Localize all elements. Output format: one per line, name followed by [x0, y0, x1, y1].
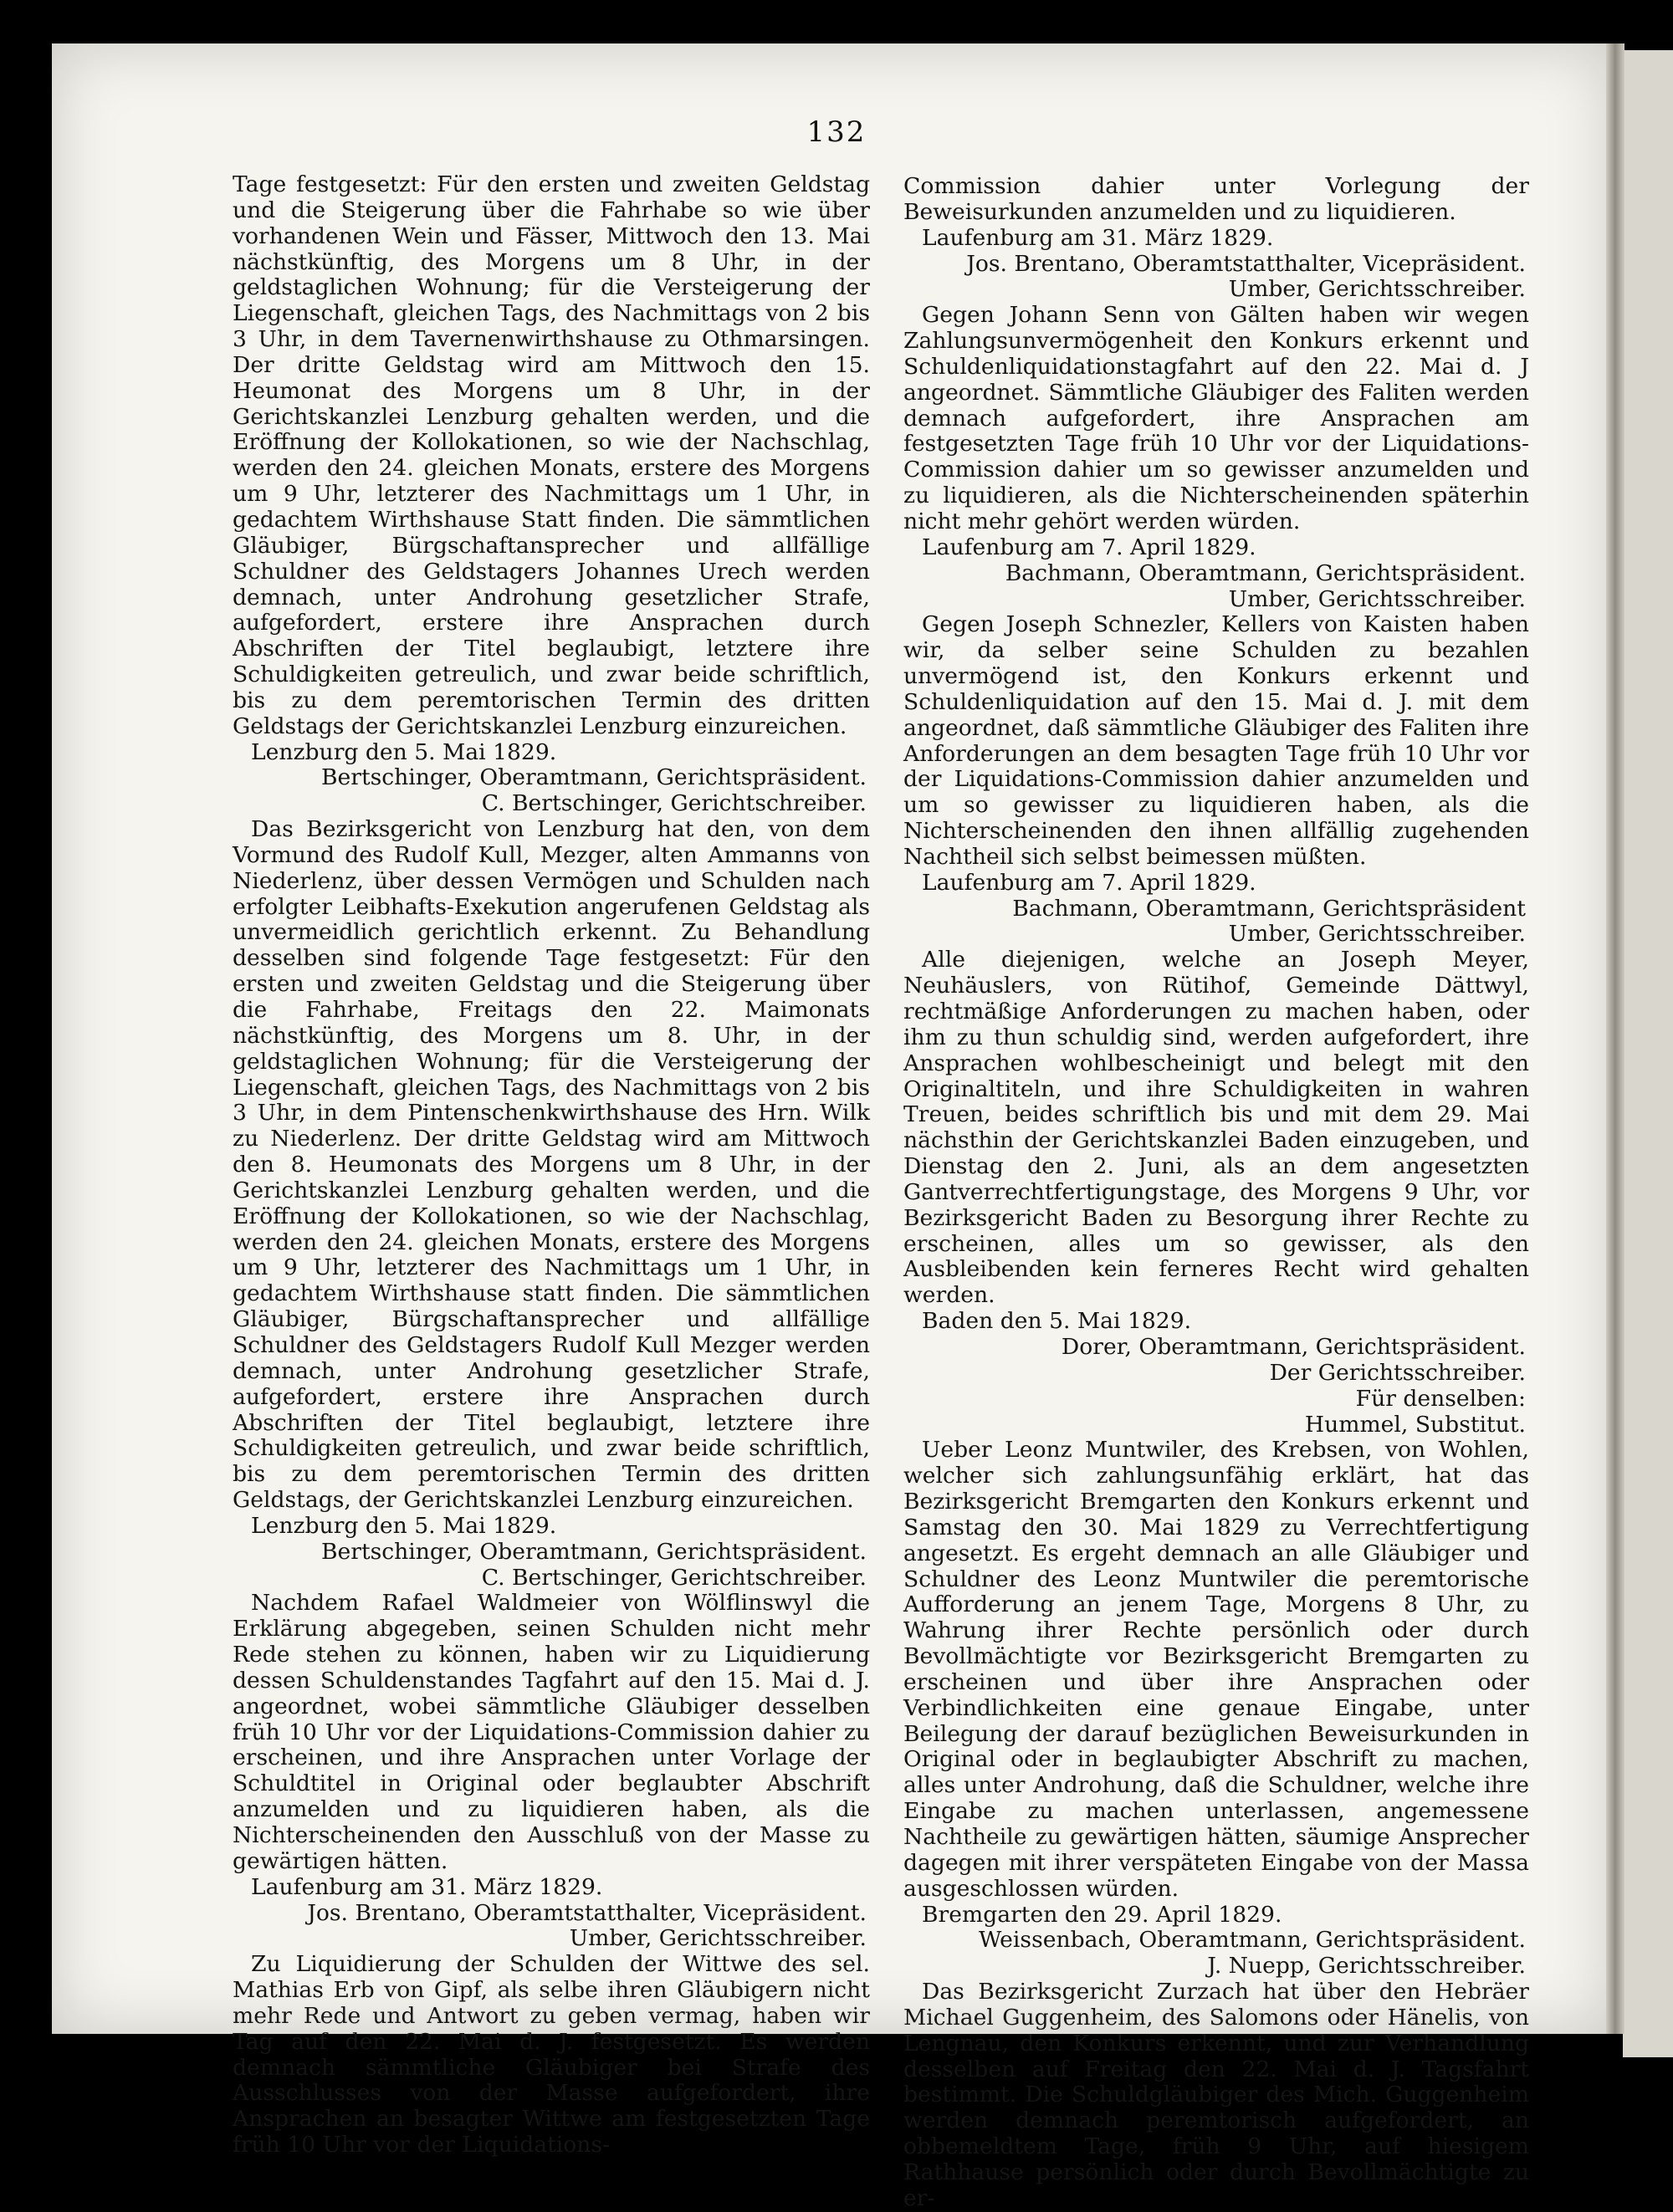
- signature-line: Jos. Brentano, Oberamtstatthalter, Vicepräsident.: [966, 250, 1526, 277]
- dateline: Laufenburg am 31. März 1829.: [251, 1873, 603, 1900]
- signature-line: J. Nuepp, Gerichtsschreiber.: [1207, 1953, 1526, 1980]
- signature-line: Bachmann, Oberamtmann, Gerichtspräsident.: [1005, 559, 1526, 586]
- notice-text: Ueber Leonz Muntwiler, des Krebsen, von Wohlen, welcher sich zahlungsunfähig erklärt, hat das Bezirksgericht Bremgarten den Konkurs erkennt und Samstag den 30. Mai 1829 zu Verrechtfertigung angesetzt. Es ergeht demnach an alle Gläubiger und Schuldner des Leonz Muntwiler die peremtorische Aufforderung an jenem Tage, Morgens 8 Uhr, zu Wahrung ihrer Rechte persönlich oder durch Bevollmächtigte vor Bezirksgericht Bremgarten zu erscheinen und über ihre Ansprachen oder Verbindlichkeiten eine genaue Eingabe, unter Beilegung der darauf bezüglichen Beweisurkunden in Original oder in beglaubigter Abschrift zu machen, alles unter Androhung, daß die Schuldner, welche ihre Eingabe zu machen unterlassen, angemessene Nachtheile zu gewärtigen hätten, säumige Ansprecher dagegen mit ihrer verspäteten Eingabe von der Massa ausgeschlossen würden.: [903, 1437, 1529, 1902]
- notice-text: Alle diejenigen, welche an Joseph Meyer, Neuhäuslers, von Rütihof, Gemeinde Dättwyl, rechtmäßige Anforderungen zu machen haben, oder ihm zu thun schuldig sind, werden aufgefordert, ihre Ansprachen wohlbescheinigt und belegt mit den Originaltiteln, und ihre Schuldigkeiten in wahren Treuen, beides schriftlich bis und mit dem 29. Mai nächsthin der Gerichtskanzlei Baden einzugeben, und Dienstag den 2. Juni, als an dem angesetzten Gantverrechtfertigungstage, des Morgens 9 Uhr, vor Bezirksgericht Baden zu Besorgung ihrer Rechte zu erscheinen, alles um so gewisser, als den Ausbleibenden kein ferneres Recht wird gehalten werden.: [903, 947, 1529, 1309]
- dateline: Laufenburg am 31. März 1829.: [922, 224, 1274, 251]
- signature-line: C. Bertschinger, Gerichtschreiber.: [481, 1564, 867, 1591]
- notice-text: Zu Liquidierung der Schulden der Wittwe des sel. Mathias Erb von Gipf, als selbe ihren Gläubigern nicht mehr Rede und Antwort zu geben vermag, haben wir Tag auf den 22. Mai d. J. festgesetzt. Es werden demnach sämmtliche Gläubiger bei Strafe des Ausschlusses von der Masse aufgefordert, ihre Ansprachen an besagter Wittwe am festgesetzten Tage früh 10 Uhr vor der Liquidations-: [233, 1951, 870, 2158]
- dateline: Laufenburg am 7. April 1829.: [922, 534, 1256, 560]
- page-gutter: [1606, 43, 1624, 2034]
- notice-text: Nachdem Rafael Waldmeier von Wölflinswyl die Erklärung abgegeben, seinen Schulden nicht mehr Rede stehen zu können, haben wir zu Liquidierung dessen Schuldenstandes Tagfahrt auf den 15. Mai d. J. angeordnet, wobei sämmtliche Gläubiger desselben früh 10 Uhr vor der Liquidations-Commission dahier zu erscheinen, und ihre Ansprachen unter Vorlage der Schuldtitel in Original oder beglaubter Abschrift anzumelden und zu liquidieren haben, als die Nichterscheinenden den Ausschluß von der Masse zu gewärtigen hätten.: [233, 1590, 870, 1874]
- signature-line: Bertschinger, Oberamtmann, Gerichtspräsident.: [320, 1538, 867, 1565]
- signature-line: C. Bertschinger, Gerichtschreiber.: [481, 790, 867, 817]
- signature-line: Jos. Brentano, Oberamtstatthalter, Vicepräsident.: [307, 1899, 867, 1926]
- signature-line: Hummel, Substitut.: [1304, 1411, 1526, 1438]
- signature-line: Bachmann, Oberamtmann, Gerichtspräsident: [1012, 895, 1526, 922]
- notice-text: Das Bezirksgericht Zurzach hat über den Hebräer Michael Guggenheim, des Salomons oder Hänelis, von Lengnau, den Konkurs erkennt, und zur Verhandlung desselben auf Freitag den 22. Mai d. J. Tagsfahrt bestimmt. Die Schuldgläubiger des Mich. Guggenheim werden demnach peremtorisch aufgefordert, an obbemeldtem Tage, früh 9 Uhr, auf hiesigem Rathhause persönlich oder durch Bevollmächtigte zu er-: [903, 1979, 1529, 2211]
- signature-line: Für denselben:: [1355, 1385, 1526, 1412]
- dateline: Bremgarten den 29. April 1829.: [922, 1901, 1282, 1928]
- signature-line: Umber, Gerichtsschreiber.: [1228, 921, 1526, 948]
- signature-line: Weissenbach, Oberamtmann, Gerichtspräsident.: [979, 1927, 1526, 1954]
- signature-line: Umber, Gerichtsschreiber.: [1228, 276, 1526, 303]
- adjacent-page-edge: [1623, 50, 1673, 2057]
- page-number: 132: [806, 115, 867, 149]
- dateline: Laufenburg am 7. April 1829.: [922, 869, 1256, 896]
- signature-line: Der Gerichtsschreiber.: [1269, 1359, 1526, 1386]
- notice-text: Gegen Joseph Schnezler, Kellers von Kaisten haben wir, da selber seine Schulden zu bezahlen unvermögend ist, den Konkurs erkennt und Schuldenliquidation auf den 15. Mai d. J. mit dem angeordnet, daß sämmtliche Gläubiger des Faliten ihre Anforderungen an dem besagten Tage früh 10 Uhr vor der Liquidations-Commission dahier anzumelden und um so gewisser zu liquidieren haben, als die Nichterscheinenden den ihnen allfällig zugehenden Nachtheil sich selbst beimessen müßten.: [903, 611, 1529, 870]
- notice-text: Commission dahier unter Vorlegung der Beweisurkunden anzumelden und zu liquidieren.: [903, 173, 1529, 225]
- signature-line: Bertschinger, Oberamtmann, Gerichtspräsident.: [320, 764, 867, 791]
- notice-text: Gegen Johann Senn von Gälten haben wir wegen Zahlungsunvermögenheit den Konkurs erkennt und Schuldenliquidationstagfahrt auf den 22. Mai d. J angeordnet. Sämmtliche Gläubiger des Faliten werden demnach aufgefordert, ihre Ansprachen am festgesetzten Tage früh 10 Uhr vor der Liquidations-Commission dahier um so gewisser anzumelden und zu liquidieren, als die Nichterscheinenden späterhin nicht mehr gehört werden würden.: [903, 302, 1529, 534]
- dateline: Lenzburg den 5. Mai 1829.: [251, 738, 557, 765]
- signature-line: Dorer, Oberamtmann, Gerichtspräsident.: [1061, 1333, 1526, 1360]
- notice-text: Das Bezirksgericht von Lenzburg hat den, von dem Vormund des Rudolf Kull, Mezger, alten Ammanns von Niederlenz, über dessen Vermögen und Schulden nach erfolgter Leibhafts-Exekution angerufenen Geldstag als unvermeidlich gerichtlich erkennt. Zu Behandlung desselben sind folgende Tage festgesetzt: Für den ersten und zweiten Geldstag und die Steigerung über die Fahrhabe, Freitags den 22. Maimonats nächstkünftig, des Morgens um 8. Uhr, in der geldstaglichen Wohnung; für die Versteigerung der Liegenschaft, gleichen Tags, des Nachmittags von 2 bis 3 Uhr, in dem Pintenschenkwirthshause des Hrn. Wilk zu Niederlenz. Der dritte Geldstag wird am Mittwoch den 8. Heumonats des Morgens um 8 Uhr, in der Gerichtskanzlei Lenzburg gehalten werden, und die Eröffnung der Kollokationen, so wie der Nachschlag, werden den 24. gleichen Monats, erstere des Morgens um 9 Uhr, letzterer des Nachmittags um 1 Uhr, in gedachtem Wirthshause statt finden. Die sämmtlichen Gläubiger, Bürgschaftansprecher und allfällige Schuldner des Geldstagers Rudolf Kull Mezger werden demnach, unter Androhung gesetzlicher Strafe, aufgefordert, erstere ihre Ansprachen durch Abschriften der Titel beglaubigt, letztere ihre Schuldigkeiten getreulich, und zwar beide schriftlich, bis zu dem peremtorischen Termin des dritten Geldstags, der Gerichtskanzlei Lenzburg einzureichen.: [233, 816, 870, 1514]
- left-column: [233, 172, 870, 2158]
- signature-line: Umber, Gerichtsschreiber.: [1228, 585, 1526, 612]
- signature-line: Umber, Gerichtsschreiber.: [569, 1925, 867, 1952]
- dateline: Lenzburg den 5. Mai 1829.: [251, 1512, 557, 1539]
- right-column: [903, 174, 1529, 2212]
- notice-text: Tage festgesetzt: Für den ersten und zweiten Geldstag und die Steigerung über die Fahrhabe so wie über vorhandenen Wein und Fässer, Mittwoch den 13. Mai nächstkünftig, des Morgens um 8 Uhr, in der geldstaglichen Wohnung; für die Versteigerung der Liegenschaft, gleichen Tags, des Nachmittags von 2 bis 3 Uhr, in dem Tavernenwirthshause zu Othmarsingen. Der dritte Geldstag wird am Mittwoch den 15. Heumonat des Morgens um 8 Uhr, in der Gerichtskanzlei Lenzburg gehalten werden, und die Eröffnung der Kollokationen, so wie der Nachschlag, werden den 24. gleichen Monats, erstere des Morgens um 9 Uhr, letzterer des Nachmittags um 1 Uhr, in gedachtem Wirthshause Statt finden. Die sämmtlichen Gläubiger, Bürgschaftansprecher und allfällige Schuldner des Geldstagers Johannes Urech werden demnach, unter Androhung gesetzlicher Strafe, aufgefordert, erstere ihre Ansprachen durch Abschriften der Titel beglaubigt, letztere ihre Schuldigkeiten getreulich, und zwar beide schriftlich, bis zu dem peremtorischen Termin des dritten Geldstags der Gerichtskanzlei Lenzburg einzureichen.: [233, 171, 870, 739]
- dateline: Baden den 5. Mai 1829.: [922, 1308, 1192, 1335]
